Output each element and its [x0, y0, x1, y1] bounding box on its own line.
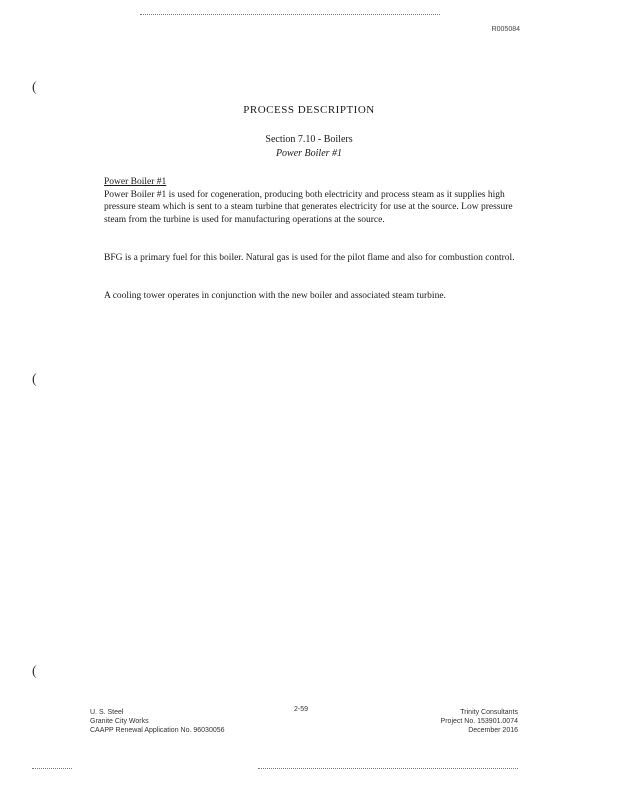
footer-facility: Granite City Works: [90, 718, 149, 725]
document-title: PROCESS DESCRIPTION: [243, 104, 375, 116]
top-dotted-rule: [140, 14, 440, 15]
section-title: Section 7.10 - Boilers: [265, 134, 353, 145]
paragraph-3: A cooling tower operates in conjunction with the new boiler and associated steam turbine.: [104, 291, 446, 301]
bottom-dotted-rule-right: [258, 768, 518, 769]
paragraph-block-3: [104, 290, 522, 303]
binder-hole-mark-middle: (: [32, 372, 37, 387]
paragraph-block-2: [104, 252, 522, 265]
paragraph-2: BFG is a primary fuel for this boiler. Natural gas is used for the pilot flame and also for combustion control.: [104, 253, 515, 263]
footer-project-number: Project No. 153901.0074: [440, 718, 518, 725]
page-id: R005084: [491, 26, 520, 33]
section-subtitle: Power Boiler #1: [275, 148, 343, 159]
footer-consultant: Trinity Consultants: [460, 709, 518, 716]
footer-right: [441, 708, 518, 735]
footer-left: [90, 708, 225, 735]
binder-hole-mark-bottom: (: [32, 664, 37, 679]
paragraph-1: Power Boiler #1 is used for cogeneration, producing both electricity and process steam as it supplies high pressure steam which is sent to a steam turbine that generates electricity for use at the source. Low pressure steam from the turbine is used for manufacturing operations at the source.: [104, 189, 513, 225]
page-number: 2-59: [294, 706, 309, 713]
footer-company: U. S. Steel: [90, 709, 124, 716]
footer-application: CAAPP Renewal Application No. 96030056: [90, 727, 225, 734]
binder-hole-mark-top: (: [32, 80, 37, 95]
footer-date: December 2016: [468, 727, 518, 734]
bottom-dotted-rule-left: [32, 768, 72, 769]
paragraph-block-1: [104, 176, 522, 226]
paragraph-heading: Power Boiler #1: [104, 177, 167, 187]
